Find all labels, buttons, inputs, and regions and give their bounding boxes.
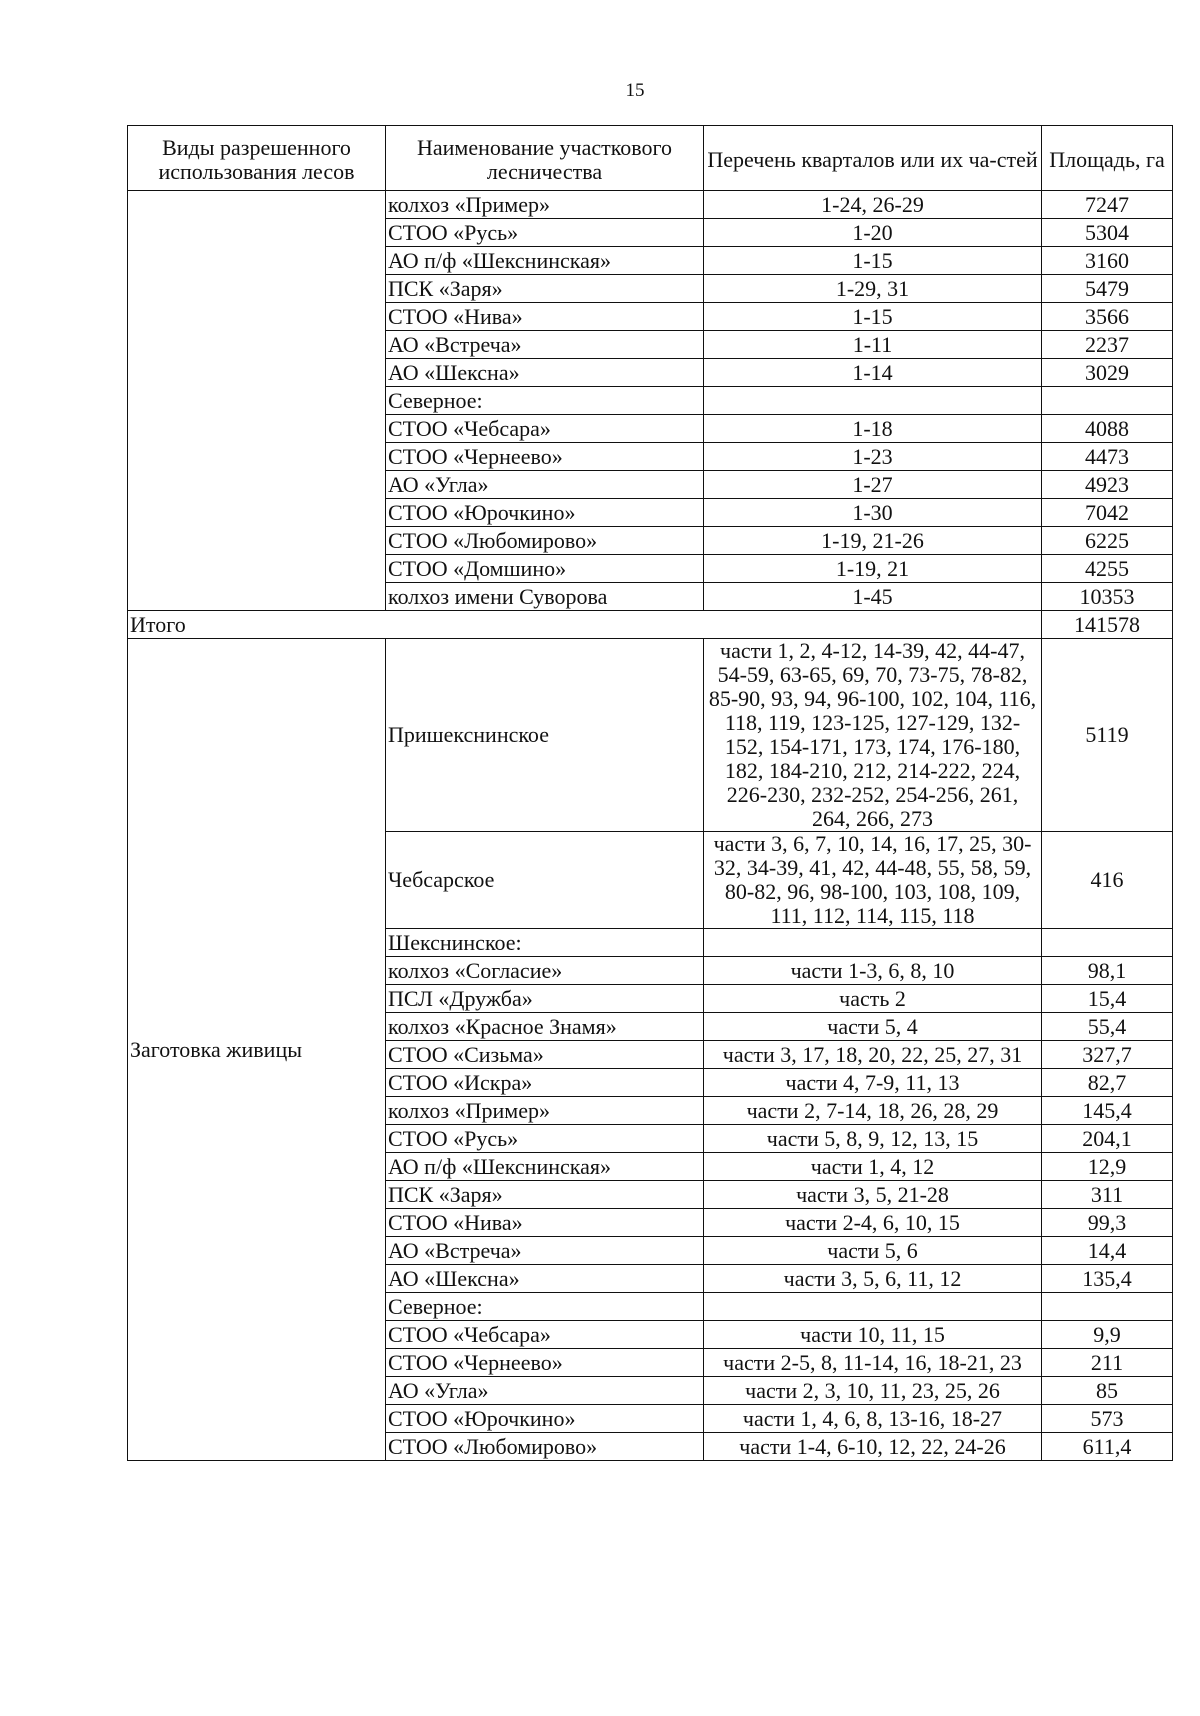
quarters-cell [704,1293,1042,1321]
table-header-row [128,126,1173,191]
area-cell: 5119 [1042,639,1173,832]
quarters-cell: части 1-4, 6-10, 12, 22, 24-26 [704,1433,1042,1461]
forestry-name-cell: СТОО «Русь» [386,1125,704,1153]
area-cell: 14,4 [1042,1237,1173,1265]
area-cell: 4923 [1042,471,1173,499]
forestry-name-cell: Северное: [386,1293,704,1321]
area-cell: 55,4 [1042,1013,1173,1041]
area-cell: 7042 [1042,499,1173,527]
quarters-cell: 1-23 [704,443,1042,471]
group2-body [128,639,1173,1461]
forestry-name-cell: ПСК «Заря» [386,275,704,303]
area-cell: 82,7 [1042,1069,1173,1097]
forestry-name-cell: колхоз «Красное Знамя» [386,1013,704,1041]
quarters-cell: 1-29, 31 [704,275,1042,303]
forestry-name-cell: колхоз «Пример» [386,191,704,219]
quarters-cell: 1-19, 21 [704,555,1042,583]
header-use-type: Виды разрешенного использования лесов [128,126,386,191]
area-cell: 10353 [1042,583,1173,611]
forestry-name-cell: СТОО «Юрочкино» [386,1405,704,1433]
forestry-name-cell: АО п/ф «Шекснинская» [386,247,704,275]
header-quarters: Перечень кварталов или их ча-стей [704,126,1042,191]
forestry-name-cell: Шекснинское: [386,929,704,957]
quarters-cell: части 2-5, 8, 11-14, 16, 18-21, 23 [704,1349,1042,1377]
area-cell: 3029 [1042,359,1173,387]
area-cell: 416 [1042,832,1173,929]
quarters-cell: 1-11 [704,331,1042,359]
quarters-cell: части 2, 7-14, 18, 26, 28, 29 [704,1097,1042,1125]
forestry-name-cell: СТОО «Домшино» [386,555,704,583]
forestry-name-cell: АО п/ф «Шекснинская» [386,1153,704,1181]
quarters-cell: части 1, 4, 12 [704,1153,1042,1181]
quarters-cell [704,387,1042,415]
area-cell: 311 [1042,1181,1173,1209]
quarters-cell: части 1, 2, 4-12, 14-39, 42, 44-47, 54-59, 63-65, 69, 70, 73-75, 78-82, 85-90, 93, 94, 96-100, 102, 104, 116, 118, 119, 123-125, 127-129, 132-152, 154-171, 173, 174, 176-180, 182, 184-210, 212, 214-222, 224, 226-230, 232-252, 254-256, 261, 264, 266, 273 [704,639,1042,832]
forestry-name-cell: СТОО «Любомирово» [386,527,704,555]
quarters-cell: 1-20 [704,219,1042,247]
forestry-name-cell: Чебсарское [386,832,704,929]
area-cell: 5304 [1042,219,1173,247]
forestry-name-cell: СТОО «Любомирово» [386,1433,704,1461]
header-forestry-name: Наименование участкового лесничества [386,126,704,191]
area-cell [1042,387,1173,415]
quarters-cell: части 5, 8, 9, 12, 13, 15 [704,1125,1042,1153]
area-cell: 4473 [1042,443,1173,471]
forestry-name-cell: АО «Угла» [386,471,704,499]
total-row [128,611,1173,639]
quarters-cell: часть 2 [704,985,1042,1013]
quarters-cell: части 10, 11, 15 [704,1321,1042,1349]
quarters-cell: 1-24, 26-29 [704,191,1042,219]
total-area: 141578 [1042,611,1173,639]
forestry-name-cell: СТОО «Нива» [386,303,704,331]
area-cell: 211 [1042,1349,1173,1377]
forestry-name-cell: колхоз «Пример» [386,1097,704,1125]
area-cell: 98,1 [1042,957,1173,985]
use-type-cell-empty [128,191,386,611]
forestry-name-cell: ПСК «Заря» [386,1181,704,1209]
forestry-name-cell: Пришекснинское [386,639,704,832]
quarters-cell: части 3, 5, 21-28 [704,1181,1042,1209]
area-cell: 99,3 [1042,1209,1173,1237]
quarters-cell: части 3, 6, 7, 10, 14, 16, 17, 25, 30-32, 34-39, 41, 42, 44-48, 55, 58, 59, 80-82, 96, 98-100, 103, 108, 109, 111, 112, 114, 115, 118 [704,832,1042,929]
quarters-cell: 1-14 [704,359,1042,387]
quarters-cell: 1-45 [704,583,1042,611]
forestry-name-cell: колхоз «Согласие» [386,957,704,985]
forestry-name-cell: СТОО «Чебсара» [386,415,704,443]
quarters-cell: 1-19, 21-26 [704,527,1042,555]
quarters-cell: части 1-3, 6, 8, 10 [704,957,1042,985]
forestry-name-cell: СТОО «Нива» [386,1209,704,1237]
area-cell: 4088 [1042,415,1173,443]
forestry-name-cell: СТОО «Юрочкино» [386,499,704,527]
quarters-cell: части 5, 4 [704,1013,1042,1041]
forestry-name-cell: колхоз имени Суворова [386,583,704,611]
quarters-cell: 1-18 [704,415,1042,443]
forestry-name-cell: СТОО «Чернеево» [386,443,704,471]
area-cell: 204,1 [1042,1125,1173,1153]
quarters-cell: части 4, 7-9, 11, 13 [704,1069,1042,1097]
quarters-cell [704,929,1042,957]
area-cell: 573 [1042,1405,1173,1433]
area-cell: 2237 [1042,331,1173,359]
area-cell: 15,4 [1042,985,1173,1013]
area-cell [1042,1293,1173,1321]
forestry-name-cell: СТОО «Искра» [386,1069,704,1097]
quarters-cell: части 3, 5, 6, 11, 12 [704,1265,1042,1293]
forestry-name-cell: ПСЛ «Дружба» [386,985,704,1013]
area-cell: 85 [1042,1377,1173,1405]
area-cell: 4255 [1042,555,1173,583]
forestry-name-cell: Северное: [386,387,704,415]
table-row [128,191,1173,219]
quarters-cell: 1-27 [704,471,1042,499]
page-number: 15 [625,80,645,101]
forestry-name-cell: СТОО «Чернеево» [386,1349,704,1377]
area-cell: 3566 [1042,303,1173,331]
quarters-cell: части 1, 4, 6, 8, 13-16, 18-27 [704,1405,1042,1433]
forestry-name-cell: АО «Шексна» [386,359,704,387]
forestry-name-cell: СТОО «Чебсара» [386,1321,704,1349]
forestry-name-cell: АО «Встреча» [386,331,704,359]
quarters-cell: 1-15 [704,247,1042,275]
quarters-cell: части 2, 3, 10, 11, 23, 25, 26 [704,1377,1042,1405]
quarters-cell: части 5, 6 [704,1237,1042,1265]
area-cell: 145,4 [1042,1097,1173,1125]
forestry-name-cell: АО «Встреча» [386,1237,704,1265]
area-cell: 6225 [1042,527,1173,555]
header-area: Площадь, га [1042,126,1173,191]
forestry-name-cell: АО «Угла» [386,1377,704,1405]
area-cell: 7247 [1042,191,1173,219]
area-cell: 327,7 [1042,1041,1173,1069]
quarters-cell: 1-30 [704,499,1042,527]
area-cell: 3160 [1042,247,1173,275]
table-row [128,639,1173,832]
forest-use-table [127,125,1173,1461]
forestry-name-cell: СТОО «Русь» [386,219,704,247]
area-cell: 611,4 [1042,1433,1173,1461]
forestry-name-cell: СТОО «Сизьма» [386,1041,704,1069]
use-type-resin-tapping: Заготовка живицы [128,639,386,1461]
area-cell: 12,9 [1042,1153,1173,1181]
area-cell: 9,9 [1042,1321,1173,1349]
group1-body [128,191,1173,611]
area-cell: 5479 [1042,275,1173,303]
forestry-name-cell: АО «Шексна» [386,1265,704,1293]
quarters-cell: части 3, 17, 18, 20, 22, 25, 27, 31 [704,1041,1042,1069]
quarters-cell: 1-15 [704,303,1042,331]
area-cell: 135,4 [1042,1265,1173,1293]
total-label: Итого [128,611,1042,639]
quarters-cell: части 2-4, 6, 10, 15 [704,1209,1042,1237]
area-cell [1042,929,1173,957]
